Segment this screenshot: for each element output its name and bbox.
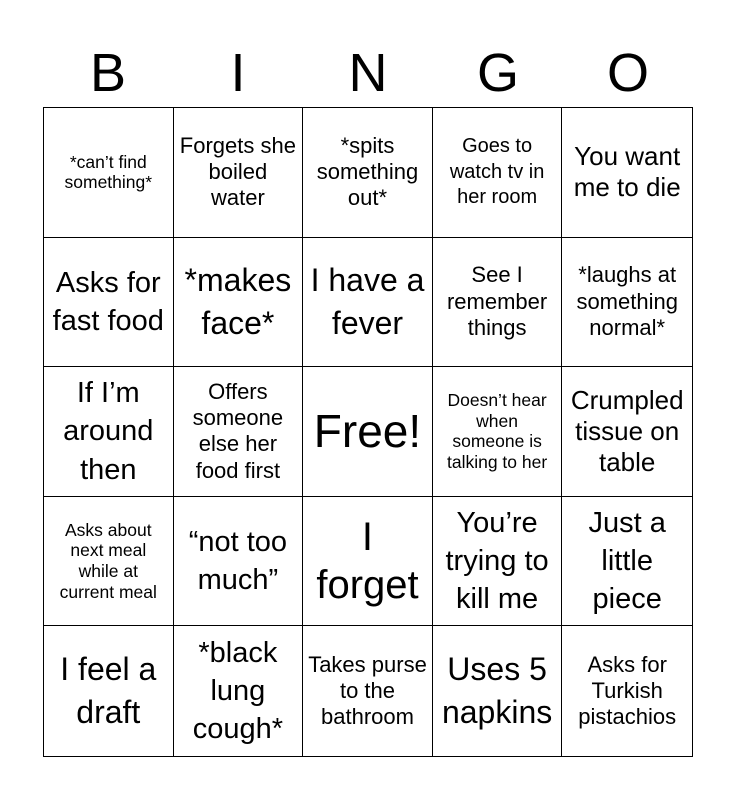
bingo-cell[interactable] [433,626,563,756]
cell-text: Takes purse to the bathroom [308,651,427,730]
bingo-header [43,40,693,106]
bingo-cell[interactable] [433,108,563,238]
bingo-cell[interactable] [303,238,433,368]
cell-text: “not too much” [188,525,288,597]
bingo-cell[interactable] [562,626,692,756]
cell-text: *black lung cough* [192,636,284,746]
cell-text: I forget [316,515,419,608]
bingo-cell[interactable] [174,238,304,368]
cell-text: Doesn’t hear when someone is talking to her [446,390,548,473]
bingo-cell[interactable] [562,238,692,368]
header-letter-b: B [89,43,127,103]
bingo-cell[interactable] [174,626,304,756]
bingo-cell[interactable] [174,497,304,627]
header-letter-i: I [230,43,246,103]
bingo-cell[interactable] [433,238,563,368]
header-letter-n: N [348,43,388,103]
bingo-cell[interactable] [44,497,174,627]
bingo-cell[interactable] [174,367,304,497]
bingo-cell[interactable] [303,626,433,756]
cell-text: See I remember things [446,262,548,341]
cell-text: Offers someone else her food first [192,378,284,483]
bingo-cell[interactable] [562,108,692,238]
cell-text: *laughs at something normal* [576,262,678,341]
cell-text: Asks for fast food [52,266,164,337]
bingo-cell[interactable] [44,626,174,756]
bingo-cell[interactable] [562,497,692,627]
bingo-cell[interactable] [44,367,174,497]
cell-text: Forgets she boiled water [179,132,296,211]
cell-text: *spits something out* [316,132,419,211]
cell-text: Asks for Turkish pistachios [578,651,677,730]
bingo-cell[interactable] [562,367,692,497]
free-space-text: Free! [313,405,422,458]
cell-text: Goes to watch tv in her room [449,134,545,209]
cell-text: If I’m around then [63,377,154,486]
cell-text: Asks about next meal while at current meal [59,519,157,602]
bingo-cell[interactable] [303,497,433,627]
bingo-cell[interactable] [303,108,433,238]
cell-text: Uses 5 napkins [441,651,553,731]
free-space-cell[interactable] [303,367,433,497]
header-letter-g: G [476,43,519,103]
bingo-cell[interactable] [433,367,563,497]
bingo-cell[interactable] [433,497,563,627]
cell-text: I feel a draft [60,651,157,731]
bingo-cell[interactable] [44,108,174,238]
cell-text: Crumpled tissue on table [570,384,684,478]
header-letter-o: O [606,43,649,103]
bingo-cell[interactable] [44,238,174,368]
bingo-cell[interactable] [174,108,304,238]
cell-text: *makes face* [184,261,292,341]
cell-text: I have a fever [310,261,425,341]
cell-text: You want me to die [573,141,681,203]
cell-text: *can’t find something* [64,151,153,193]
cell-text: Just a little piece [588,506,666,616]
cell-text: You’re trying to kill me [445,506,549,616]
bingo-board [43,107,693,757]
